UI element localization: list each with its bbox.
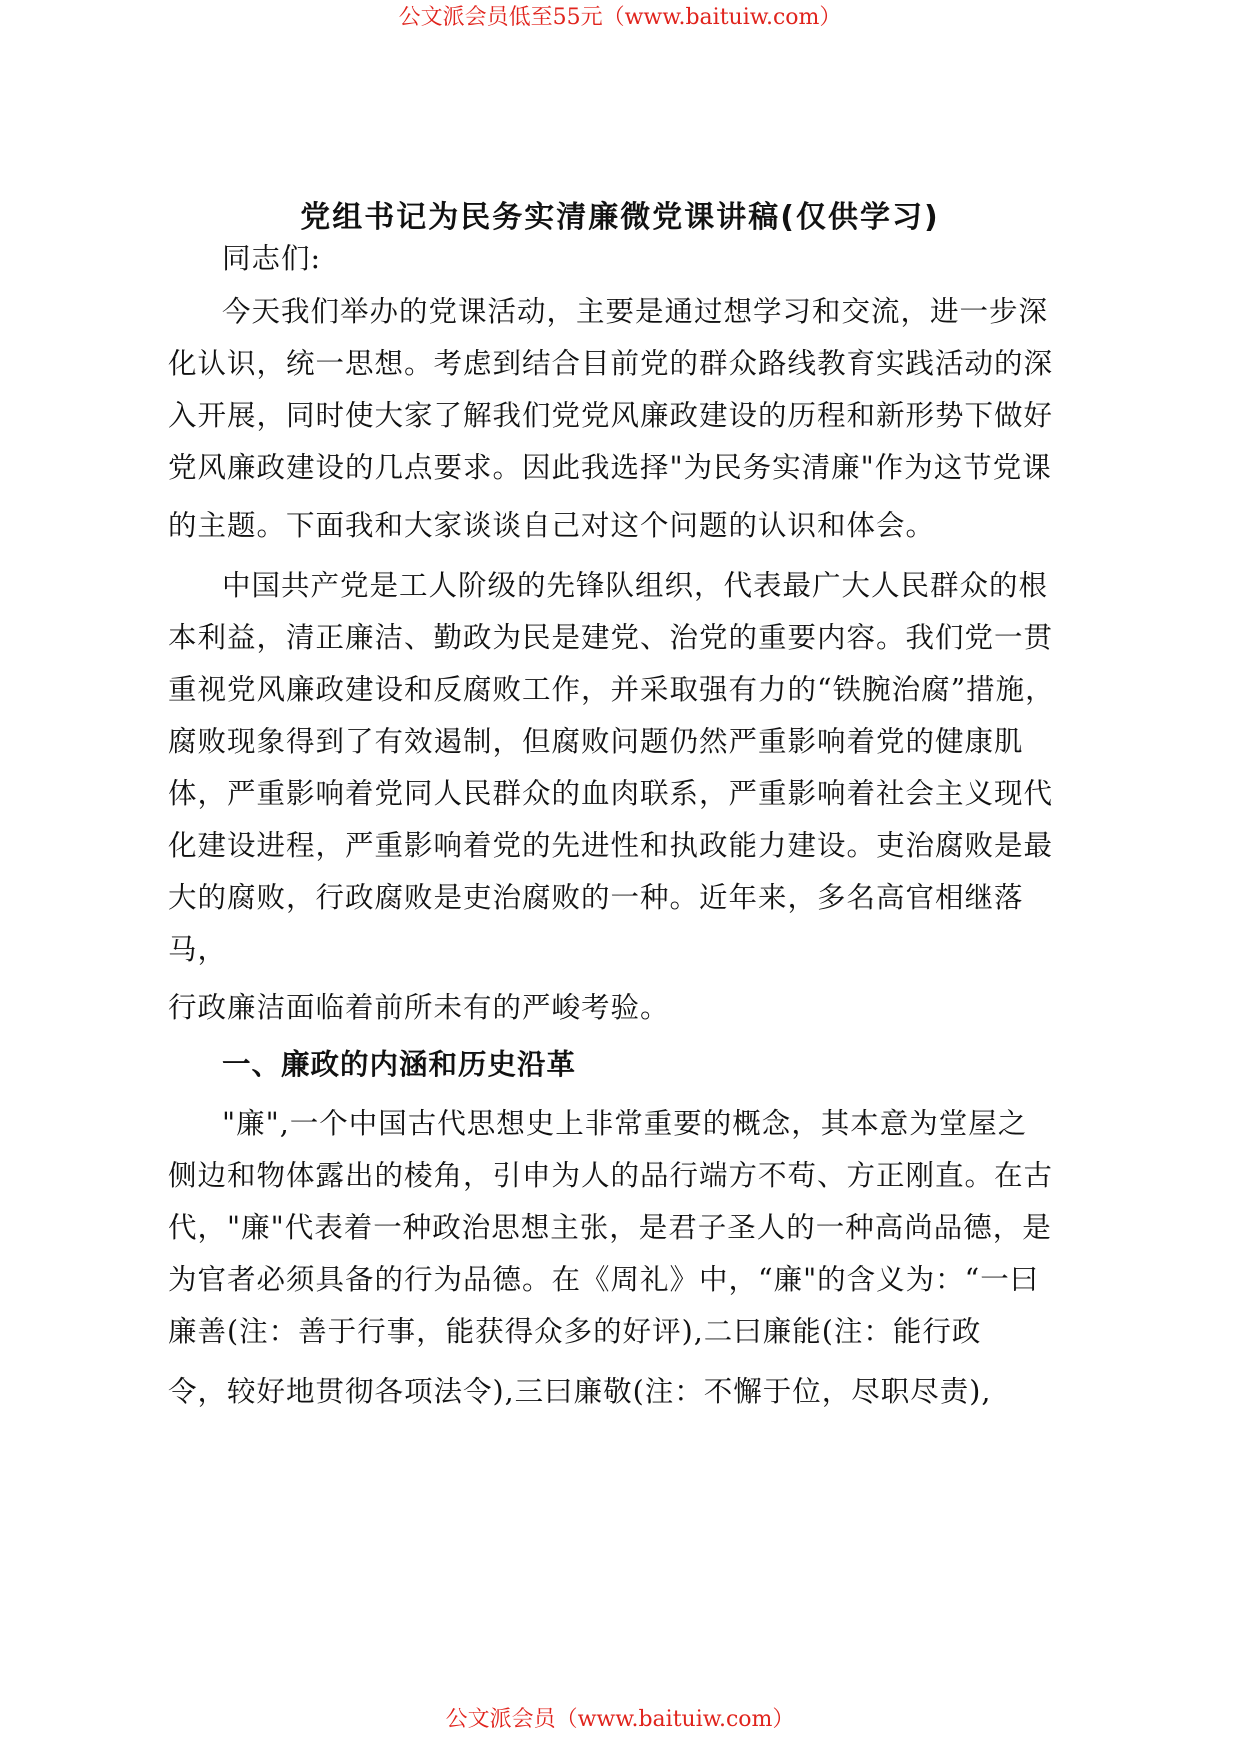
document-title: 党组书记为民务实清廉微党课讲稿(仅供学习)	[300, 200, 940, 235]
paragraph-line: 马，	[168, 933, 228, 966]
paragraph-line: 本利益，清正廉洁、勤政为民是建党、治党的重要内容。我们党一贯	[168, 621, 1054, 654]
paragraph-line: 中国共产党是工人阶级的先锋队组织，代表最广大人民群众的根	[222, 569, 1049, 602]
paragraph-line: 代，"廉"代表着一种政治思想主张，是君子圣人的一种高尚品德，是	[168, 1211, 1052, 1244]
paragraph-line: 侧边和物体露出的棱角，引申为人的品行端方不苟、方正刚直。在古	[168, 1159, 1054, 1192]
paragraph-line: 腐败现象得到了有效遏制，但腐败问题仍然严重影响着党的健康肌	[168, 725, 1024, 758]
paragraph-line: "廉",一个中国古代思想史上非常重要的概念，其本意为堂屋之	[222, 1107, 1028, 1140]
paragraph-line: 重视党风廉政建设和反腐败工作，并采取强有力的“铁腕治腐”措施，	[168, 673, 1055, 706]
paragraph-line: 为官者必须具备的行为品德。在《周礼》中，“廉"的含义为：“一曰	[168, 1263, 1040, 1296]
paragraph-line: 化建设进程，严重影响着党的先进性和执政能力建设。吏治腐败是最	[168, 829, 1054, 862]
section-heading: 一、廉政的内涵和历史沿革	[222, 1048, 577, 1081]
salutation: 同志们:	[222, 242, 322, 275]
paragraph-line: 廉善(注：善于行事，能获得众多的好评),二曰廉能(注：能行政	[168, 1315, 982, 1348]
paragraph-line: 化认识，统一思想。考虑到结合目前党的群众路线教育实践活动的深	[168, 347, 1054, 380]
paragraph-line: 党风廉政建设的几点要求。因此我选择"为民务实清廉"作为这节党课	[168, 451, 1052, 484]
paragraph-line: 入开展，同时使大家了解我们党党风廉政建设的历程和新形势下做好	[168, 399, 1054, 432]
footer-banner: 公文派会员（www.baituiw.com）	[445, 1707, 795, 1732]
paragraph-line: 的主题。下面我和大家谈谈自己对这个问题的认识和体会。	[168, 509, 936, 542]
paragraph-line: 令，较好地贯彻各项法令),三曰廉敬(注：不懈于位，尽职尽责),	[168, 1375, 992, 1408]
paragraph-line: 体，严重影响着党同人民群众的血肉联系，严重影响着社会主义现代	[168, 777, 1054, 810]
paragraph-line: 行政廉洁面临着前所未有的严峻考验。	[168, 991, 670, 1024]
paragraph-line: 大的腐败，行政腐败是吏治腐败的一种。近年来，多名高官相继落	[168, 881, 1024, 914]
paragraph-line: 今天我们举办的党课活动，主要是通过想学习和交流，进一步深	[222, 295, 1049, 328]
header-banner: 公文派会员低至55元（www.baituiw.com）	[398, 5, 842, 30]
